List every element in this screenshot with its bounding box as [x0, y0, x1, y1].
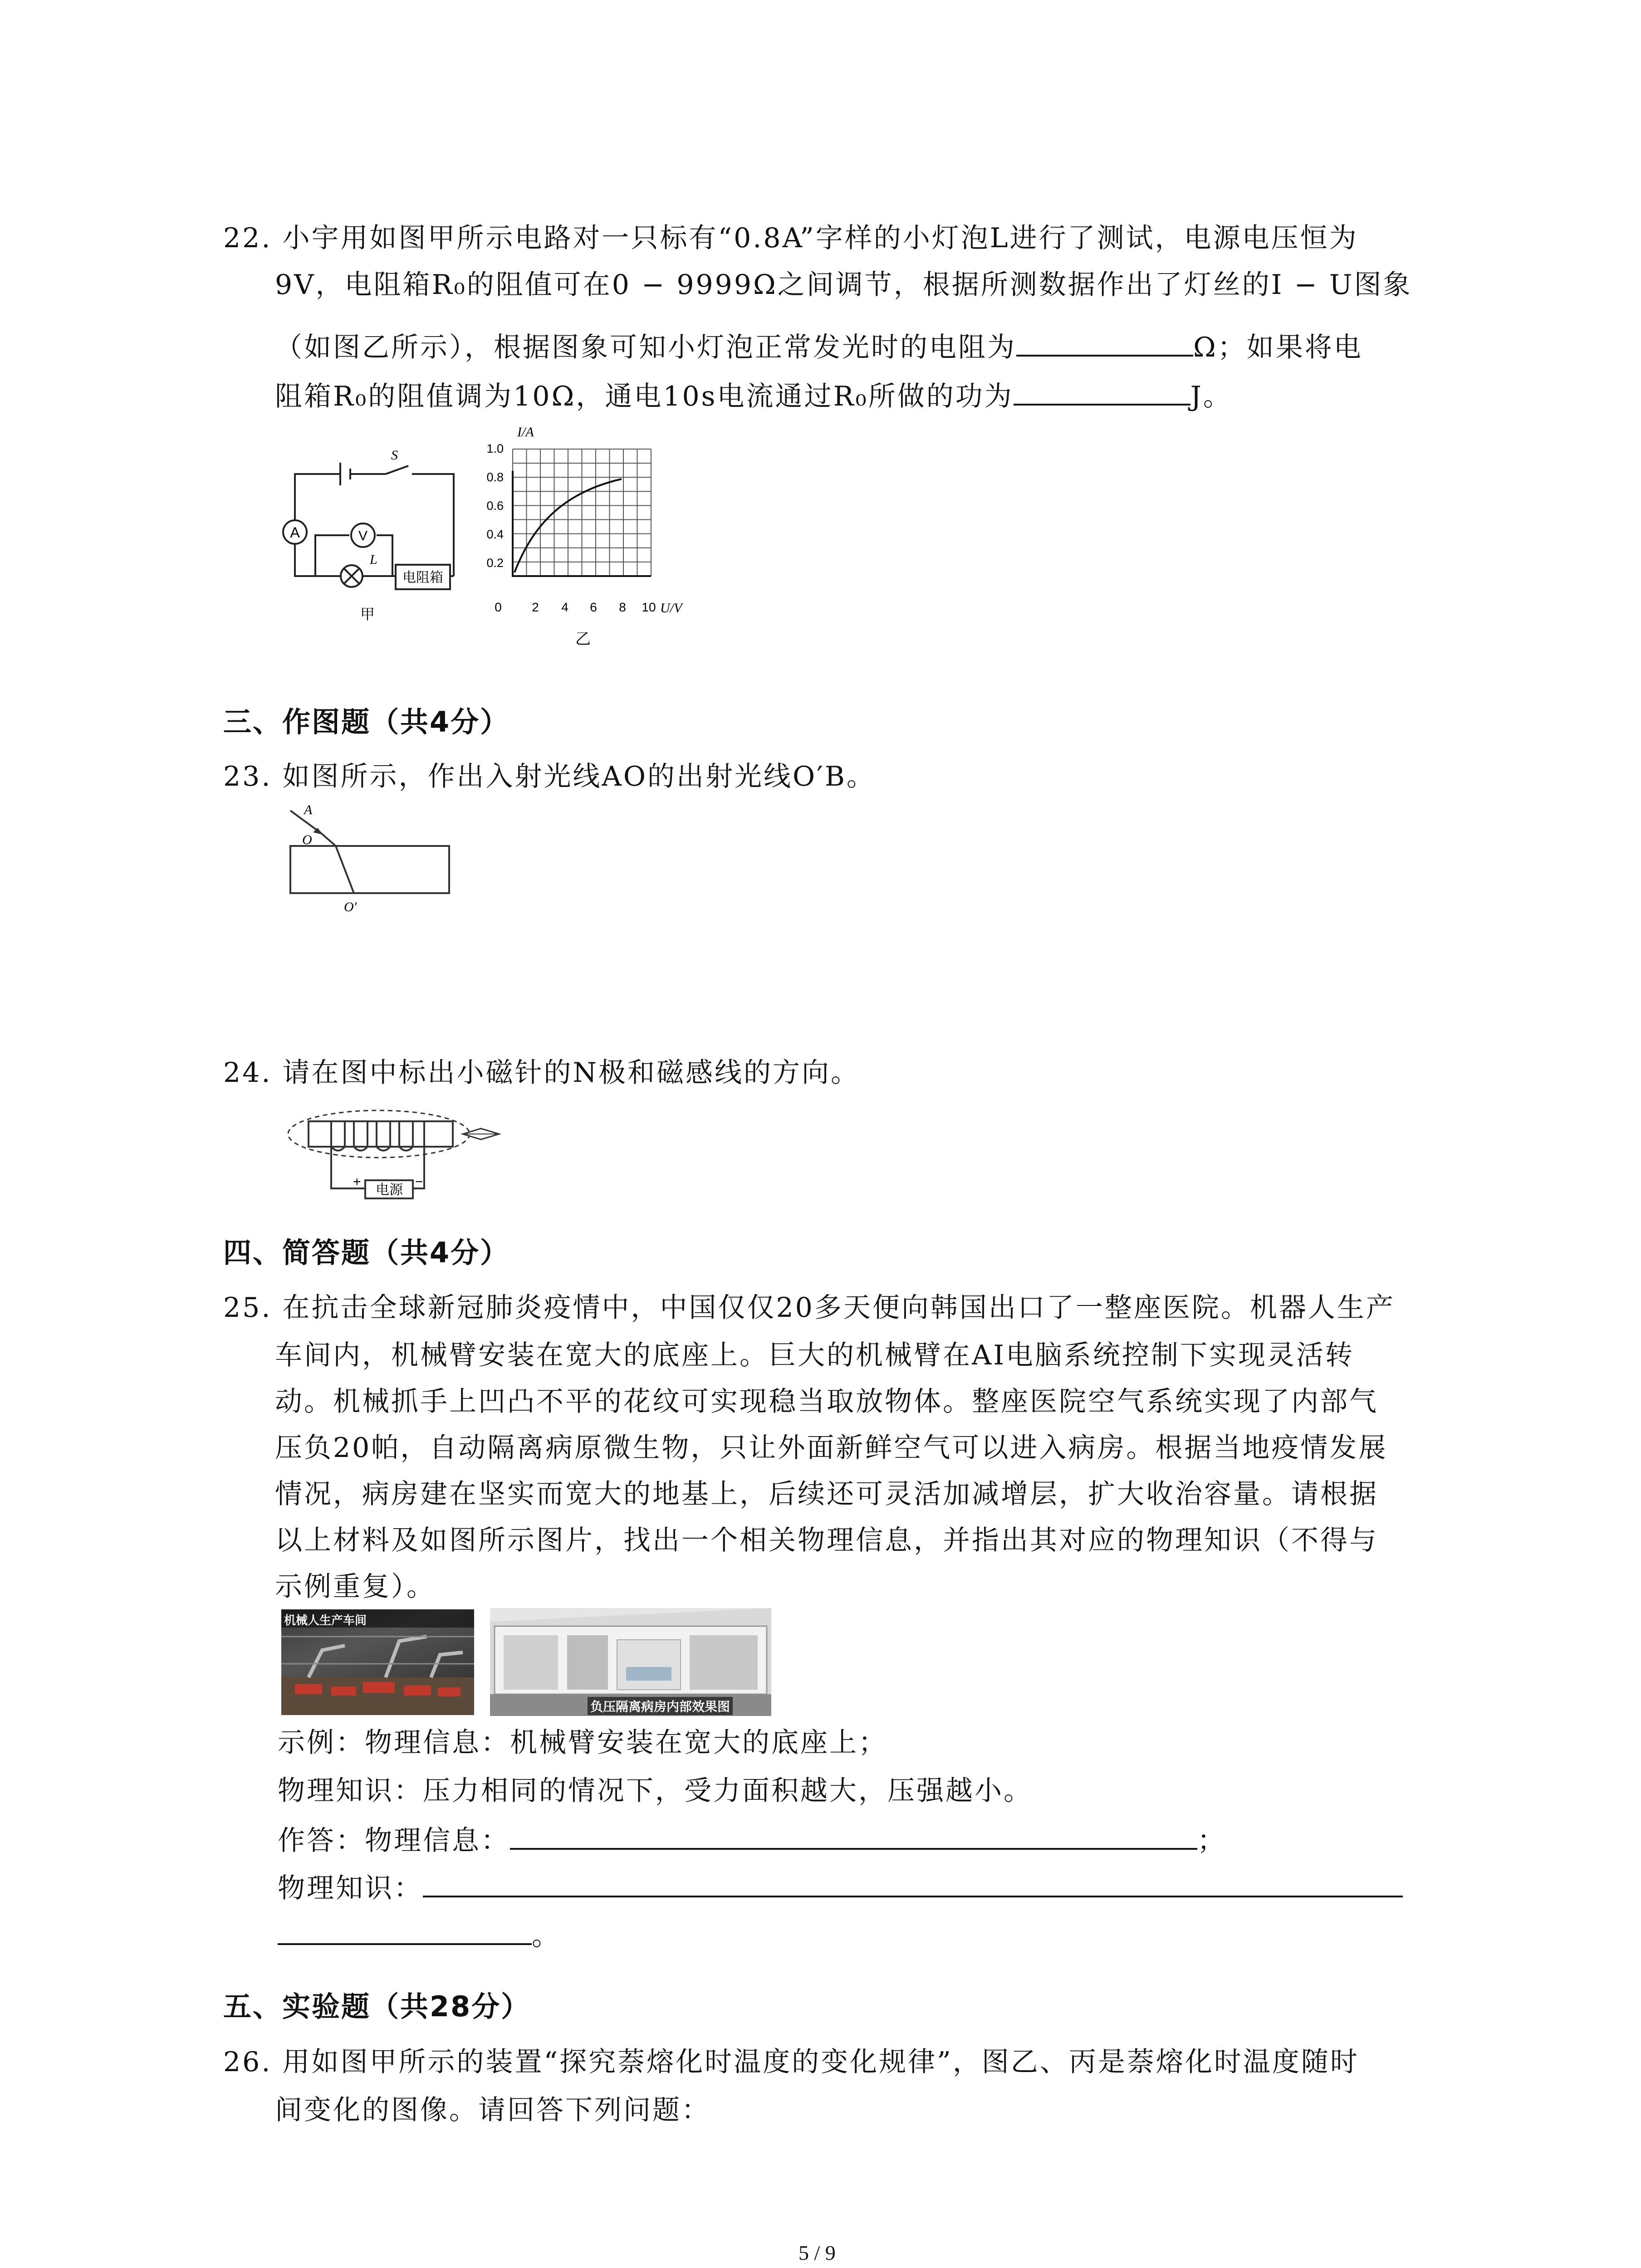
q22-circuit-diagram	[277, 442, 472, 633]
minus-terminal: −	[415, 1174, 423, 1189]
q25-answer-info-label: 作答：物理信息：	[278, 1825, 510, 1857]
point-a-label: A	[304, 802, 313, 817]
q22-blank-resistance[interactable]	[1016, 327, 1193, 357]
svg-text:电阻箱: 电阻箱	[402, 570, 443, 586]
q25-line: 动。机械抓手上凹凸不平的花纹可实现稳当取放物体。整座医院空气系统实现了内部气	[275, 1386, 1378, 1418]
q22-line2: 9V，电阻箱R₀的阻值可在0 − 9999Ω之间调节，根据所测数据作出了灯丝的I − U图象	[275, 269, 1412, 301]
q26-line2: 间变化的图像。请回答下列问题：	[275, 2094, 710, 2126]
q25-answer-info-end: ；	[1197, 1825, 1226, 1857]
lamp-icon	[341, 552, 377, 587]
q25-line: 压负20帕，自动隔离病原微生物，只让外面新鲜空气可以进入病房。根据当地疫情发展	[275, 1432, 1388, 1464]
fig-jia-caption: 甲	[360, 606, 375, 623]
q25-answer-end: 。	[532, 1920, 561, 1952]
q22-line4-tail: J。	[1190, 381, 1232, 412]
q22-iu-graph	[472, 422, 708, 658]
y-tick: 1.0	[486, 442, 504, 455]
svg-text:V: V	[358, 528, 368, 543]
y-tick: 0.4	[486, 528, 504, 541]
q25-line: 以上材料及如图所示图片，找出一个相关物理信息，并指出其对应的物理知识（不得与	[275, 1525, 1378, 1556]
switch-label: S	[391, 448, 398, 463]
photo2-caption: 负压隔离病房内部效果图	[588, 1697, 733, 1715]
q25-line: 车间内，机械臂安装在宽大的底座上。巨大的机械臂在AI电脑系统控制下实现灵活转	[275, 1339, 1355, 1371]
y-tick: 0.6	[486, 499, 504, 513]
ammeter-icon	[283, 520, 307, 544]
q25-line: 情况，病房建在坚实而宽大的地基上，后续还可灵活加减增层，扩大收治容量。请根据	[275, 1478, 1378, 1510]
section-5-title: 五、实验题（共28分）	[223, 1990, 531, 2023]
q25-answer-continuation-blank[interactable]	[278, 1915, 532, 1945]
q25-answer-knowledge-row	[278, 1867, 1403, 1906]
q25-answer-continuation-row	[278, 1915, 561, 1954]
point-o-label: O	[302, 832, 312, 847]
q25-line: 示例重复）。	[275, 1571, 436, 1603]
q25-answer-info-blank[interactable]	[510, 1820, 1197, 1850]
q22-line1: 22. 小宇用如图甲所示电路对一只标有“0.8A”字样的小灯泡L进行了测试，电源电压恒为	[223, 222, 1358, 254]
y-tick: 0.2	[486, 556, 504, 570]
q26-line1: 26. 用如图甲所示的装置“探究萘熔化时温度的变化规律”，图乙、丙是萘熔化时温度随时	[223, 2046, 1359, 2078]
q24-solenoid-diagram	[281, 1098, 535, 1211]
svg-text:L: L	[370, 552, 377, 567]
resistor-box-icon	[396, 565, 450, 589]
q25-line: 25. 在抗击全球新冠肺炎疫情中，中国仅仅20多天便向韩国出口了一整座医院。机器人生产	[223, 1292, 1395, 1324]
x-tick: 10	[642, 600, 656, 614]
photo1-caption: 机械人生产车间	[284, 1614, 367, 1628]
q25-answer-knowledge-label: 物理知识：	[278, 1872, 423, 1904]
x-tick: 8	[619, 600, 626, 614]
x-axis-label: U/V	[660, 601, 682, 616]
x-tick: 0	[495, 600, 502, 614]
x-tick: 4	[561, 600, 568, 614]
q22-blank-work[interactable]	[1014, 376, 1190, 406]
q25-answer-knowledge-blank[interactable]	[423, 1867, 1403, 1897]
voltmeter-icon	[351, 523, 375, 547]
q22-line3-tail: Ω；如果将电	[1193, 332, 1363, 363]
q25-answer-info-row	[278, 1820, 1226, 1859]
q25-example-info: 示例：物理信息：机械臂安装在宽大的底座上；	[278, 1727, 887, 1759]
x-tick: 6	[590, 600, 597, 614]
fig-yi-caption: 乙	[575, 630, 591, 648]
q22-line3	[275, 327, 1363, 366]
page-number: 5 / 9	[798, 2241, 836, 2264]
svg-text:A: A	[290, 524, 300, 541]
q22-line4	[275, 376, 1232, 415]
section-4-title: 四、简答题（共4分）	[223, 1236, 510, 1269]
q23-text: 23. 如图所示，作出入射光线AO的出射光线O′B。	[223, 761, 876, 792]
point-o-prime-label: O′	[344, 899, 357, 914]
q23-refraction-diagram	[281, 801, 463, 928]
plus-terminal: +	[353, 1174, 361, 1189]
q24-text: 24. 请在图中标出小磁针的N极和磁感线的方向。	[223, 1057, 860, 1089]
robot-workshop-photo	[281, 1609, 474, 1715]
isolation-ward-photo	[490, 1608, 771, 1716]
x-tick: 2	[532, 600, 539, 614]
section-3-title: 三、作图题（共4分）	[223, 705, 510, 738]
y-axis-label: I/A	[517, 425, 534, 440]
power-source-label: 电源	[376, 1182, 403, 1198]
q22-line4-text: 阻箱R₀的阻值调为10Ω，通电10s电流通过R₀所做的功为	[275, 381, 1014, 412]
y-tick: 0.8	[486, 470, 504, 484]
q22-line3-text: （如图乙所示），根据图象可知小灯泡正常发光时的电阻为	[275, 332, 1016, 363]
q25-example-knowledge: 物理知识：压力相同的情况下，受力面积越大，压强越小。	[278, 1775, 1033, 1807]
